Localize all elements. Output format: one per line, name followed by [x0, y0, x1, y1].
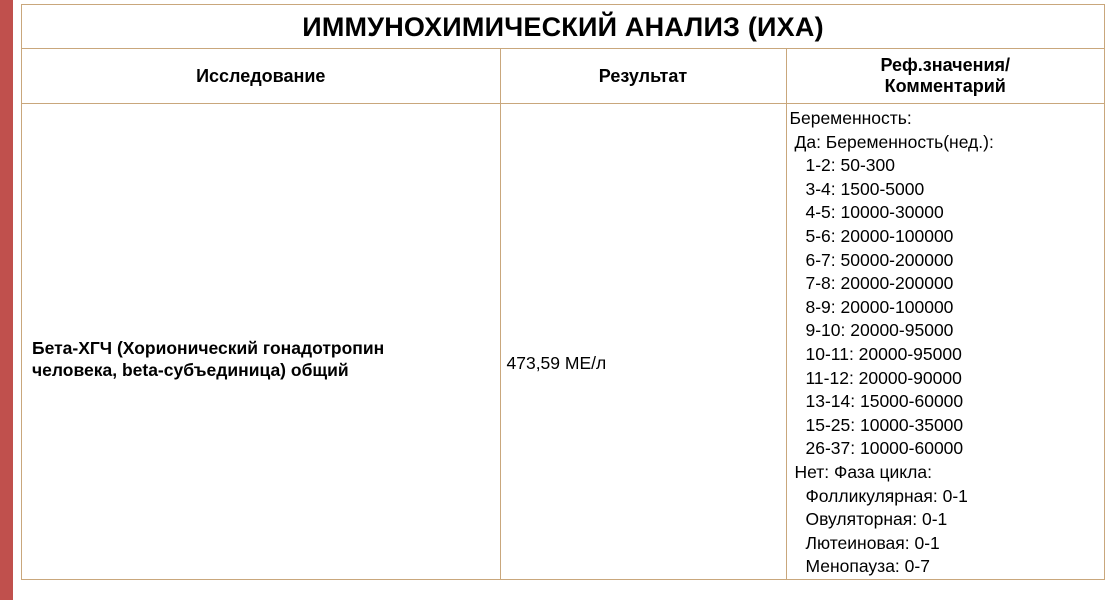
reference-line: Беременность: — [789, 108, 912, 128]
header-study: Исследование — [22, 49, 500, 104]
table-row — [22, 104, 1104, 579]
results-table — [22, 49, 1104, 579]
table-header-row — [22, 49, 1104, 104]
header-result: Результат — [500, 49, 786, 104]
reference-line: 26-37: 10000-60000 — [805, 438, 964, 459]
reference-line: Фолликулярная: 0-1 — [805, 485, 968, 506]
reference-line: Да: Беременность(нед.): — [794, 131, 994, 152]
reference-list — [790, 107, 1101, 579]
result-value: 473,59 МЕ/л — [500, 104, 786, 579]
reference-line: 15-25: 10000-35000 — [805, 414, 964, 435]
header-reference-line1: Реф.значения/ — [880, 55, 1011, 75]
side-accent-stripe — [0, 0, 13, 600]
reference-values-cell — [786, 104, 1104, 579]
reference-line: Менопауза: 0-7 — [805, 556, 930, 577]
reference-line: 3-4: 1500-5000 — [805, 178, 925, 199]
reference-line: 7-8: 20000-200000 — [805, 273, 954, 294]
study-name-line1: Бета-ХГЧ (Хорионический гонадотропин — [32, 338, 385, 359]
header-reference-line2: Комментарий — [884, 76, 1006, 96]
reference-line: Овуляторная: 0-1 — [805, 509, 948, 530]
reference-line: 1-2: 50-300 — [805, 155, 896, 176]
reference-line: Нет: Фаза цикла: — [794, 461, 932, 482]
reference-line: 11-12: 20000-90000 — [805, 367, 962, 388]
reference-line: Лютеиновая: 0-1 — [805, 532, 940, 553]
reference-line: 4-5: 10000-30000 — [805, 202, 944, 223]
reference-line: 8-9: 20000-100000 — [805, 296, 954, 317]
header-reference — [786, 49, 1104, 104]
study-name-cell — [22, 104, 500, 579]
reference-line: 9-10: 20000-95000 — [805, 320, 954, 341]
reference-line: 5-6: 20000-100000 — [805, 225, 954, 246]
study-name-line2: человека, beta-субъединица) общий — [32, 360, 349, 381]
reference-line: 6-7: 50000-200000 — [805, 249, 954, 270]
reference-line: 13-14: 15000-60000 — [805, 391, 964, 412]
reference-line: 10-11: 20000-95000 — [805, 343, 962, 364]
analysis-report — [21, 4, 1105, 580]
report-title: ИММУНОХИМИЧЕСКИЙ АНАЛИЗ (ИХА) — [22, 5, 1104, 49]
